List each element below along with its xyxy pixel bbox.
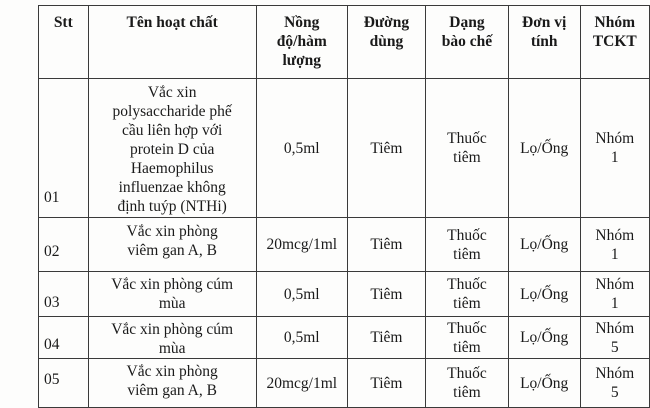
cell-form: Thuốc tiêm [426,317,509,359]
cell-group: Nhóm 1 [580,218,649,272]
cell-unit: Lọ/Ống [508,359,580,408]
cell-group: Nhóm 5 [580,317,649,359]
header-route: Đường dùng [347,6,425,79]
table-row [39,218,650,272]
cell-route: Tiêm [347,218,425,272]
cell-name: Vắc xin phòng cúm mùa [88,272,256,317]
cell-unit: Lọ/Ống [508,79,580,218]
cell-stt: 05 [39,359,89,408]
cell-unit: Lọ/Ống [508,317,580,359]
cell-dose: 0,5ml [256,79,347,218]
table-header-row [39,6,650,79]
cell-group: Nhóm 5 [580,359,649,408]
cell-form: Thuốc tiêm [426,359,509,408]
cell-stt: 04 [39,317,89,359]
cell-dose: 0,5ml [256,272,347,317]
table-row [39,79,650,218]
header-name: Tên hoạt chất [88,6,256,79]
table-row [39,317,650,359]
cell-stt: 02 [39,218,89,272]
cell-dose: 20mcg/1ml [256,218,347,272]
cell-route: Tiêm [347,317,425,359]
table-row [39,359,650,408]
cell-dose: 0,5ml [256,317,347,359]
cell-form: Thuốc tiêm [426,79,509,218]
cell-route: Tiêm [347,359,425,408]
header-dose: Nồng độ/hàm lượng [256,6,347,79]
header-group: Nhóm TCKT [580,6,649,79]
cell-unit: Lọ/Ống [508,218,580,272]
cell-form: Thuốc tiêm [426,272,509,317]
cell-name: Vắc xin phòng viêm gan A, B [88,359,256,408]
cell-stt: 03 [39,272,89,317]
cell-route: Tiêm [347,272,425,317]
header-unit: Đơn vị tính [508,6,580,79]
cell-dose: 20mcg/1ml [256,359,347,408]
cell-form: Thuốc tiêm [426,218,509,272]
header-form: Dạng bào chế [426,6,509,79]
header-stt: Stt [39,6,89,79]
cell-unit: Lọ/Ống [508,272,580,317]
drug-table [38,5,650,408]
cell-name: Vắc xin polysaccharide phế cầu liên hợp với protein D của Haemophilus influenzae không định tuýp (NTHi) [88,79,256,218]
cell-stt: 01 [39,79,89,218]
cell-group: Nhóm 1 [580,79,649,218]
cell-name: Vắc xin phòng viêm gan A, B [88,218,256,272]
cell-group: Nhóm 1 [580,272,649,317]
table-row [39,272,650,317]
cell-route: Tiêm [347,79,425,218]
cell-name: Vắc xin phòng cúm mùa [88,317,256,359]
